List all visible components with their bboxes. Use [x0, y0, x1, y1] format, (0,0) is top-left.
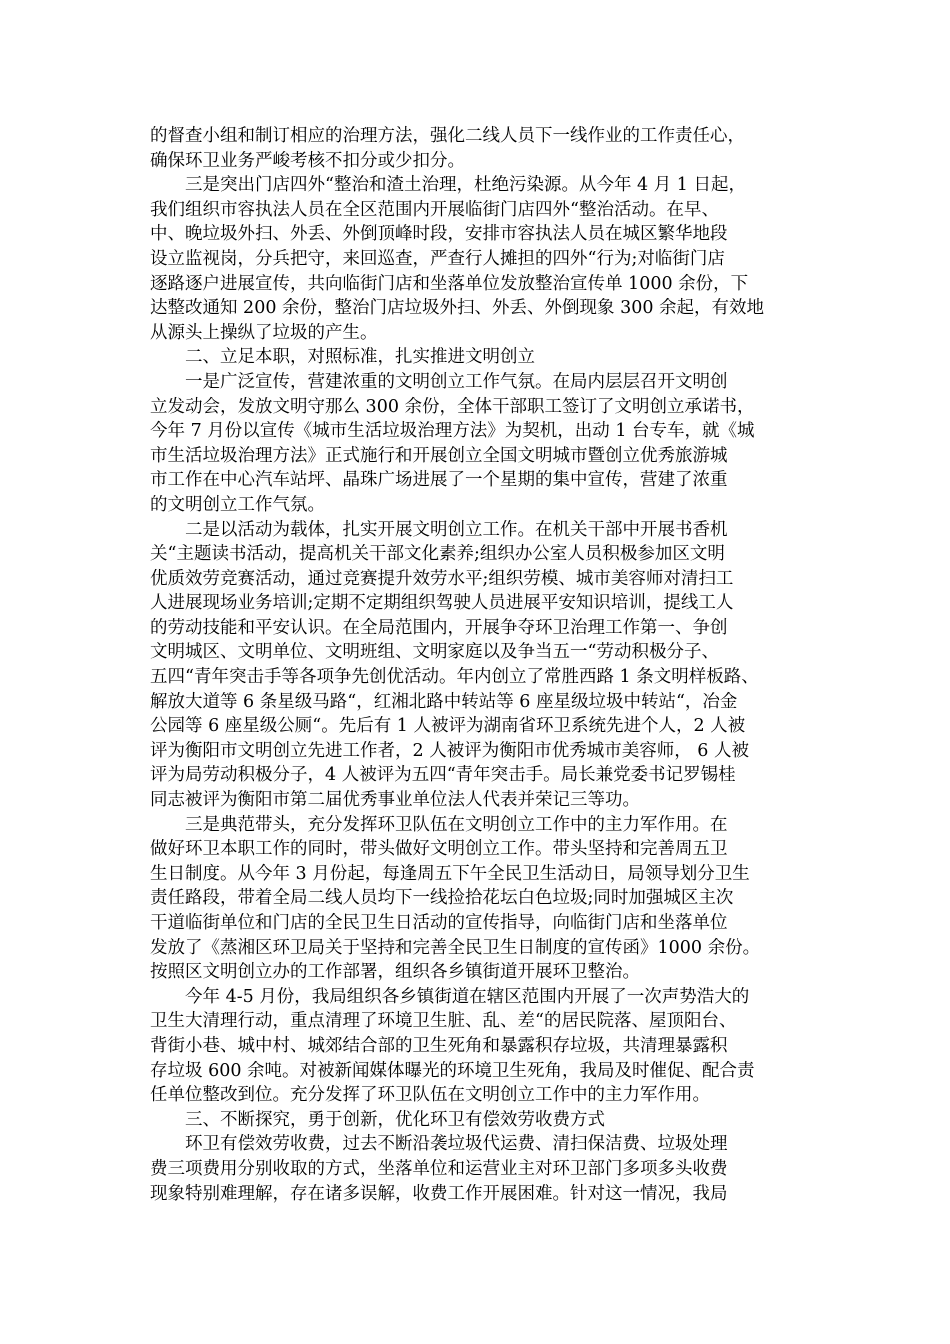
text-line: 中、晚垃圾外扫、外丢、外倒顶峰时段，安排市容执法人员在城区繁华地段: [150, 224, 728, 245]
text-line: 关“主题读书活动，提高机关干部文化素养;组织办公室人员积极参加区文明: [150, 544, 725, 565]
text-line: 卫生大清理行动，重点清理了环境卫生脏、乱、差“的居民院落、屋顶阳台、: [150, 1011, 737, 1032]
text-line: 人进展现场业务培训;定期不定期组织驾驶人员进展平安知识培训，提线工人: [150, 593, 734, 614]
text-line: 按照区文明创立办的工作部署，组织各乡镇街道开展环卫整治。: [150, 962, 640, 983]
text-line: 公园等 6 座星级公厕“。先后有 1 人被评为湖南省环卫系统先进个人，2 人被: [150, 716, 746, 737]
text-line: 我们组织市容执法人员在全区范围内开展临街门店四外“整治活动。在早、: [150, 199, 719, 220]
text-line: 发放了《蒸湘区环卫局关于坚持和完善全民卫生日制度的宣传函》1000 余份。: [150, 937, 761, 958]
text-line: 今年 7 月份以宣传《城市生活垃圾治理方法》为契机，出动 1 台专车，就《城: [150, 421, 755, 442]
text-line: 任单位整改到位。充分发挥了环卫队伍在文明创立工作中的主力军作用。: [150, 1085, 710, 1106]
text-line: 市生活垃圾治理方法》正式施行和开展创立全国文明城市暨创立优秀旅游城: [150, 445, 728, 466]
text-line: 达整改通知 200 余份，整治门店垃圾外扫、外丢、外倒现象 300 余起，有效地: [150, 298, 765, 319]
text-line: 责任路段，带着全局二线人员均下一线捡拾花坛白色垃圾;同时加强城区主次: [150, 888, 734, 909]
text-line: 生日制度。从今年 3 月份起，每逢周五下午全民卫生活动日，局领导划分卫生: [150, 863, 750, 884]
text-line: 现象特别难理解，存在诸多误解，收费工作开展困难。针对这一情况，我局: [150, 1183, 728, 1204]
paragraph-first-line: 环卫有偿效劳收费，过去不断沿袭垃圾代运费、清扫保洁费、垃圾处理: [185, 1134, 728, 1155]
paragraph-first-line: 今年 4-5 月份，我局组织各乡镇街道在辖区范围内开展了一次声势浩大的: [185, 986, 750, 1007]
text-line: 干道临街单位和门店的全民卫生日活动的宣传指导，向临街门店和坐落单位: [150, 913, 728, 933]
text-line: 市工作在中心汽车站坪、晶珠广场进展了一个星期的集中宣传，营建了浓重: [150, 470, 728, 491]
text-line: 同志被评为衡阳市第二届优秀事业单位法人代表并荣记三等功。: [150, 790, 640, 811]
paragraph-first-line: 三是典范带头，充分发挥环卫队伍在文明创立工作中的主力军作用。在: [185, 814, 728, 835]
document-body: [150, 124, 810, 1206]
text-line: 做好环卫本职工作的同时，带头做好文明创立工作。带头坚持和完善周五卫: [150, 839, 728, 860]
text-line: 的文明创立工作气氛。: [150, 494, 325, 515]
paragraph-first-line: 一是广泛宣传，营建浓重的文明创立工作气氛。在局内层层召开文明创: [185, 371, 728, 392]
text-line: 的劳动技能和平安认识。在全局范围内，开展争夺环卫治理工作第一、争创: [150, 617, 728, 638]
paragraph-first-line: 三是突出门店四外“整治和渣土治理，杜绝污染源。从今年 4 月 1 日起，: [185, 175, 746, 196]
text-line: 解放大道等 6 条星级马路“，红湘北路中转站等 6 座星级垃圾中转站“，冶金: [150, 691, 738, 712]
paragraph-first-line: 三、不断探究，勇于创新，优化环卫有偿效劳收费方式: [185, 1109, 605, 1130]
text-line: 确保环卫业务严峻考核不扣分或少扣分。: [150, 150, 465, 171]
text-line: 评为局劳动积极分子，4 人被评为五四“青年突击手。局长兼党委书记罗锡桂: [150, 765, 736, 786]
paragraph-first-line: 二、立足本职，对照标准，扎实推进文明创立: [185, 347, 535, 368]
text-line: 五四“青年突击手等各项争先创优活动。年内创立了常胜西路 1 条文明样板路、: [150, 667, 759, 688]
text-line: 评为衡阳市文明创立先进工作者，2 人被评为衡阳市优秀城市美容师， 6 人被: [150, 740, 749, 761]
text-line: 从源头上操纵了垃圾的产生。: [150, 322, 378, 343]
text-line: 逐路逐户进展宣传，共向临街门店和坐落单位发放整治宣传单 1000 余份，下: [150, 273, 749, 294]
text-line: 设立监视岗，分兵把守，来回巡查，严查行人摊担的四外“行为;对临街门店: [150, 248, 725, 269]
text-line: 文明城区、文明单位、文明班组、文明家庭以及争当五一“劳动积极分子、: [150, 642, 719, 663]
paragraph-first-line: 二是以活动为载体，扎实开展文明创立工作。在机关干部中开展书香机: [185, 519, 728, 540]
text-line: 存垃圾 600 余吨。对被新闻媒体曝光的环境卫生死角，我局及时催促、配合责: [150, 1060, 755, 1081]
text-line: 优质效劳竞赛活动，通过竞赛提升效劳水平;组织劳模、城市美容师对清扫工: [150, 568, 734, 589]
text-line: 的督查小组和制订相应的治理方法，强化二线人员下一线作业的工作责任心，: [150, 126, 745, 146]
text-line: 费三项费用分别收取的方式，坐落单位和运营业主对环卫部门多项多头收费: [150, 1158, 728, 1179]
text-line: 立发动会，发放文明守那么 300 余份，全体干部职工签订了文明创立承诺书，: [150, 396, 755, 417]
text-line: 背街小巷、城中村、城郊结合部的卫生死角和暴露积存垃圾，共清理暴露积: [150, 1035, 728, 1056]
